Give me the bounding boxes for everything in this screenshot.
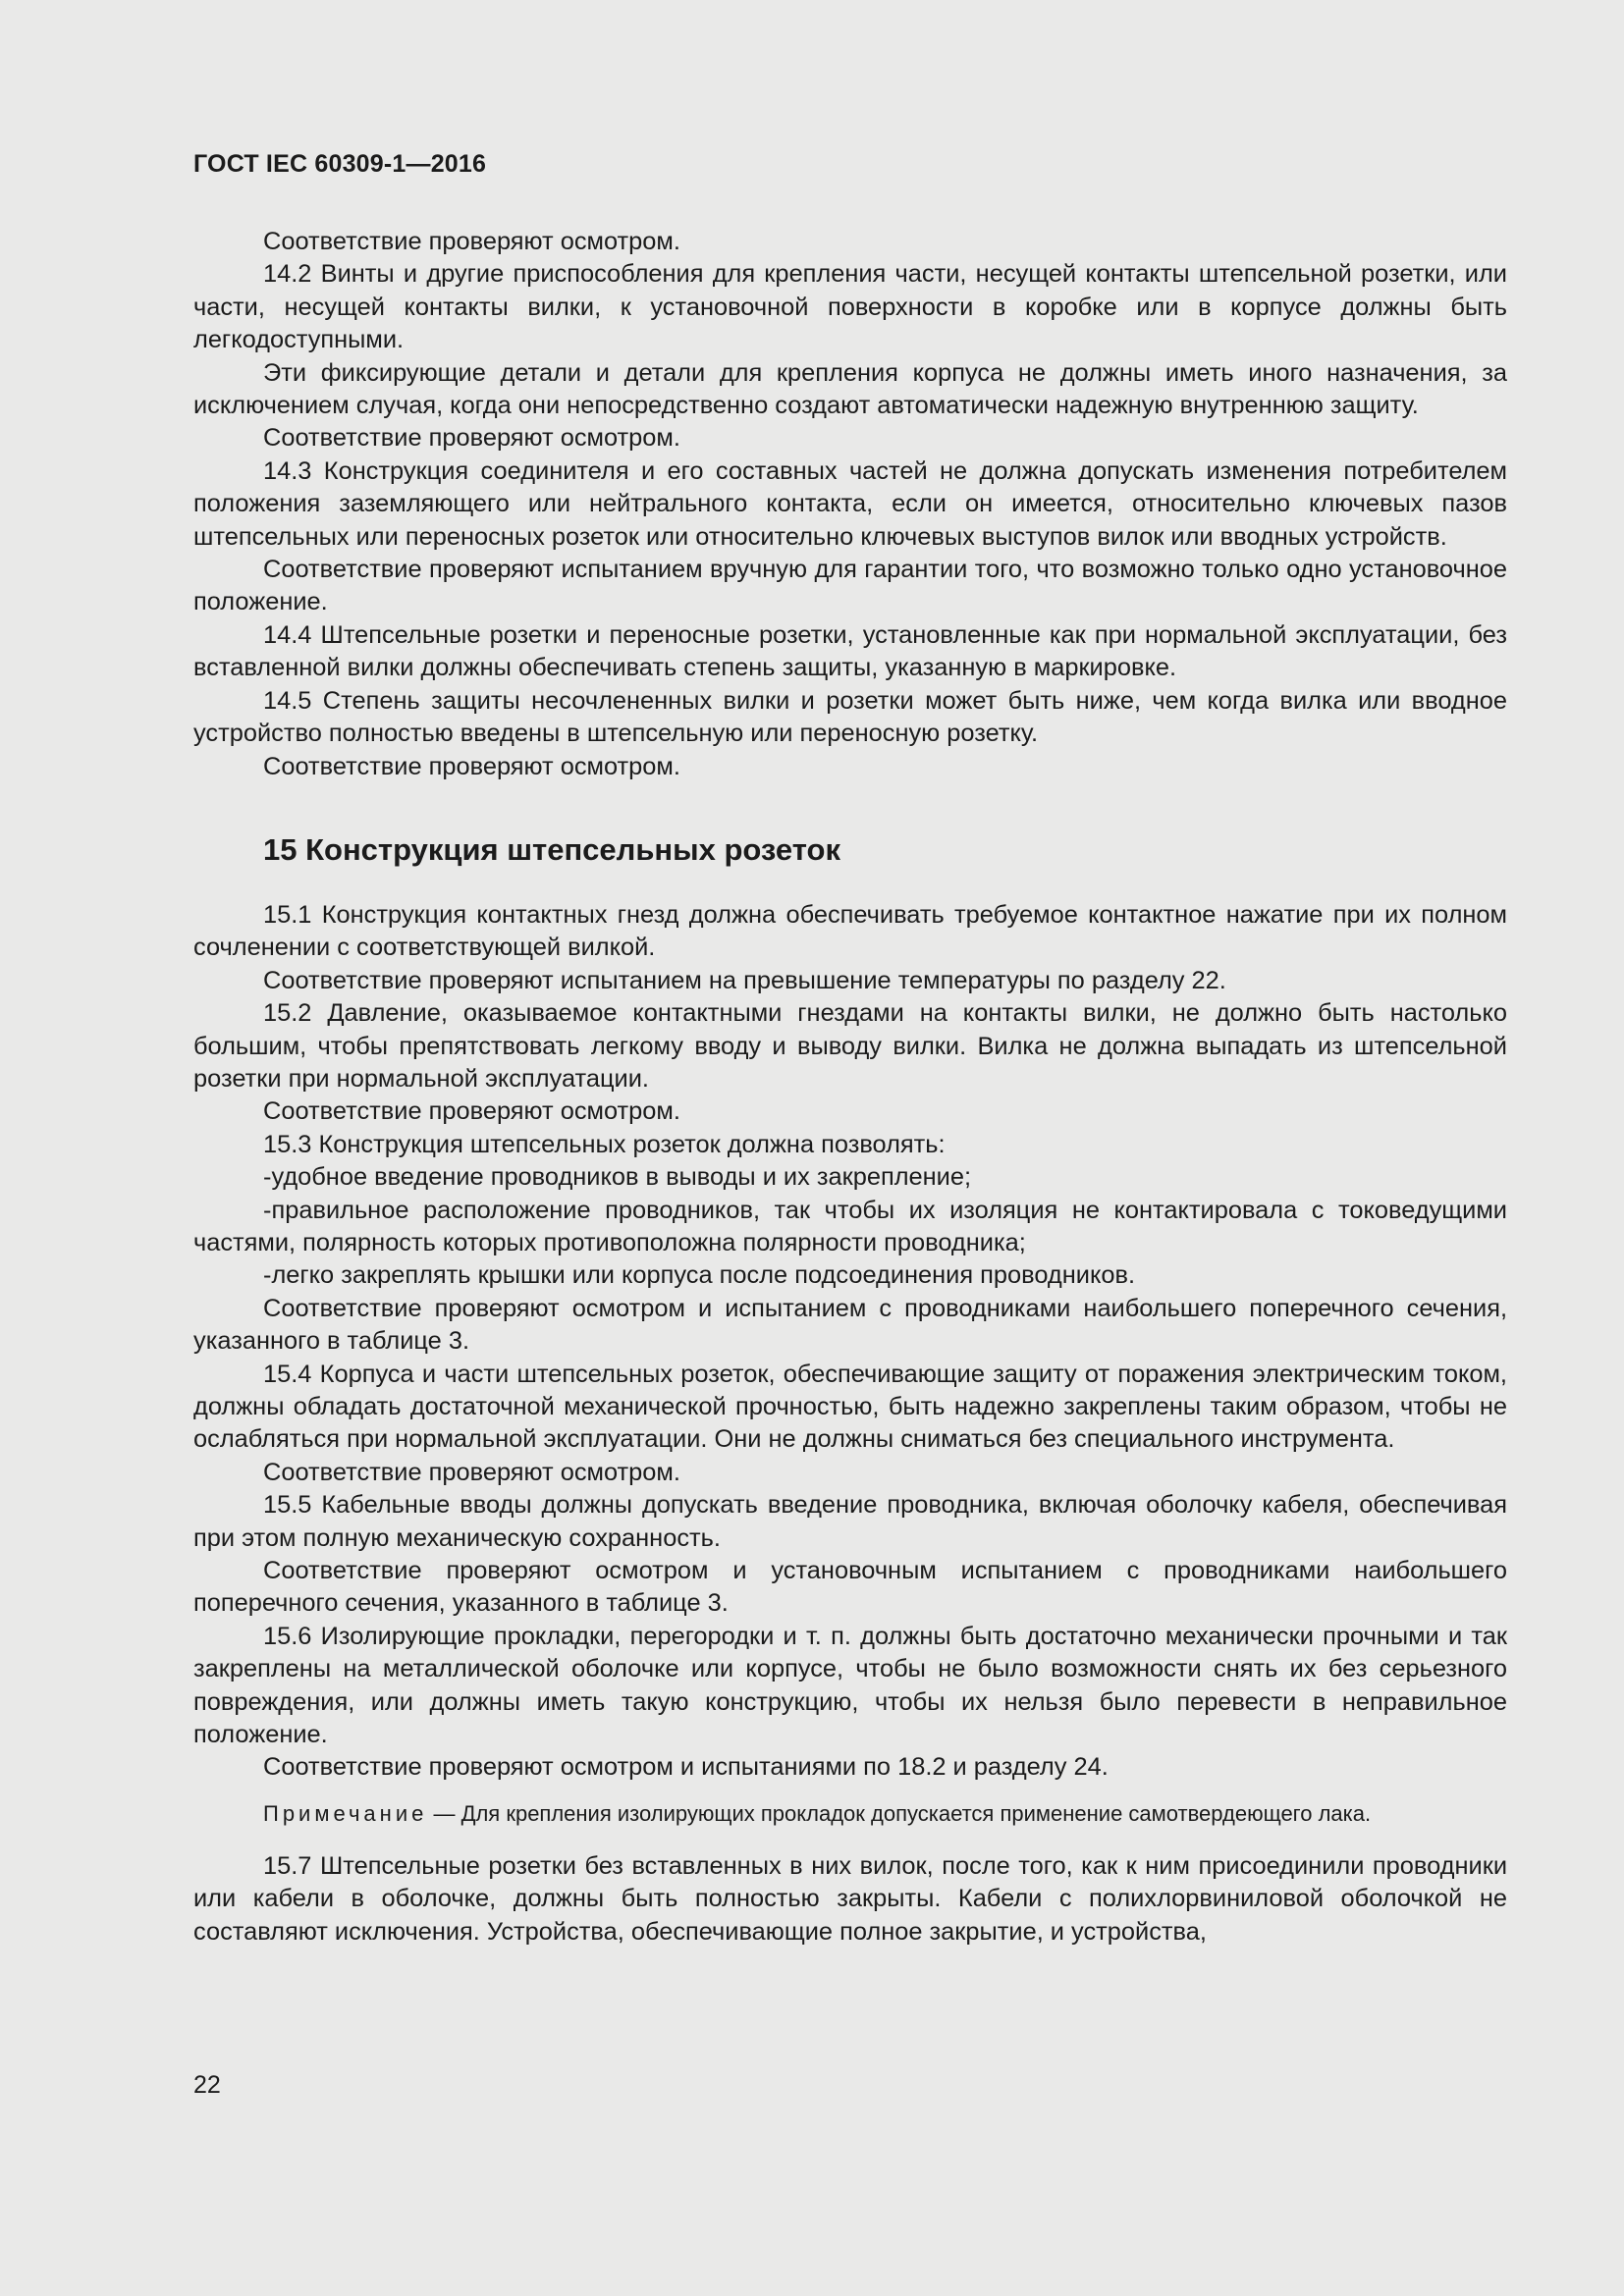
- paragraph: 14.5 Степень защиты несочлененных вилки и розетки может быть ниже, чем когда вилка или вводное устройство полностью введены в штепсельную или переносную розетку.: [193, 686, 1507, 748]
- paragraph: Соответствие проверяют осмотром.: [263, 1458, 680, 1486]
- list-item: -правильное расположение проводников, так чтобы их изоляция не контактировала с токоведущими частями, полярность которых противоположна полярности проводника;: [193, 1196, 1507, 1256]
- paragraph: Соответствие проверяют осмотром и установочным испытанием с проводниками наибольшего поперечного сечения, указанного в таблице 3.: [193, 1557, 1507, 1618]
- list-dash: -: [263, 1196, 272, 1224]
- page-number: 22: [193, 2071, 221, 2099]
- list-dash: -: [263, 1163, 272, 1192]
- paragraph: 15.4 Корпуса и части штепсельных розеток, обеспечивающие защиту от поражения электрическим током, должны обладать достаточной механической прочностью, быть надежно закреплены таким образом, чтобы не ослабляться при нормальной эксплуатации. Они не должны сниматься без специального инструмента.: [193, 1360, 1507, 1454]
- paragraph: Эти фиксирующие детали и детали для крепления корпуса не должны иметь иного назначения, за исключением случая, когда они непосредственно создают автоматически надежную внутреннюю защиту.: [193, 358, 1507, 420]
- paragraph: Соответствие проверяют испытанием вручную для гарантии того, что возможно только одно установочное положение.: [193, 556, 1507, 616]
- paragraph: 14.4 Штепсельные розетки и переносные розетки, установленные как при нормальной эксплуатации, без вставленной вилки должны обеспечивать степень защиты, указанную в маркировке.: [193, 620, 1507, 682]
- paragraph: 14.3 Конструкция соединителя и его составных частей не должна допускать изменения потребителем положения заземляющего или нейтрального контакта, если он имеется, относительно ключевых пазов штепсельных или переносных розеток или относительно ключевых выступов вилок или вводных устройств.: [193, 456, 1507, 551]
- paragraph: Соответствие проверяют осмотром.: [263, 228, 680, 255]
- document-body: [193, 226, 1507, 1949]
- section-title: 15 Конструкция штепсельных розеток: [263, 831, 840, 867]
- paragraph: 15.1 Конструкция контактных гнезд должна обеспечивать требуемое контактное нажатие при их полном сочленении с соответствующей вилкой.: [193, 900, 1507, 962]
- note-text: — Для крепления изолирующих прокладок допускается применение самотвердеющего лака.: [427, 1800, 1372, 1826]
- paragraph: Соответствие проверяют осмотром.: [263, 1097, 680, 1126]
- list-dash: -: [263, 1261, 272, 1290]
- list-item: -легко закреплять крышки или корпуса после подсоединения проводников.: [263, 1261, 1136, 1290]
- paragraph: Соответствие проверяют испытанием на превышение температуры по разделу 22.: [263, 966, 1226, 994]
- paragraph: 15.3 Конструкция штепсельных розеток должна позволять:: [263, 1130, 946, 1158]
- list-item: -удобное введение проводников в выводы и их закрепление;: [263, 1163, 972, 1192]
- paragraph: 15.6 Изолирующие прокладки, перегородки и т. п. должны быть достаточно механически прочными и так закреплены на металлической оболочке или корпусе, чтобы не было возможности снять их без серьезного повреждения, или должны иметь такую конструкцию, чтобы их нельзя было перевести в неправильное положение.: [193, 1622, 1507, 1749]
- paragraph: Соответствие проверяют осмотром.: [263, 424, 680, 453]
- paragraph: 15.7 Штепсельные розетки без вставленных в них вилок, после того, как к ним присоединили проводники или кабели в оболочке, должны быть полностью закрыты. Кабели с полихлорвиниловой оболочкой не составляют исключения. Устройства, обеспечивающие полное закрытие, и устройства,: [193, 1851, 1507, 1946]
- note-label: Примечание: [263, 1800, 428, 1826]
- paragraph: Соответствие проверяют осмотром и испытаниями по 18.2 и разделу 24.: [263, 1753, 1109, 1782]
- paragraph: Соответствие проверяют осмотром.: [263, 752, 680, 780]
- paragraph: Соответствие проверяют осмотром и испытанием с проводниками наибольшего поперечного сечения, указанного в таблице 3.: [193, 1294, 1507, 1356]
- document-header: ГОСТ IEC 60309-1—2016: [193, 150, 487, 178]
- paragraph: 15.2 Давление, оказываемое контактными гнездами на контакты вилки, не должно быть настолько большим, чтобы препятствовать легкому вводу и выводу вилки. Вилка не должна выпадать из штепсельной розетки при нормальной эксплуатации.: [193, 999, 1507, 1093]
- paragraph: 15.5 Кабельные вводы должны допускать введение проводника, включая оболочку кабеля, обеспечивая при этом полную механическую сохранность.: [193, 1491, 1507, 1552]
- paragraph: 14.2 Винты и другие приспособления для крепления части, несущей контакты штепсельной розетки, или части, несущей контакты вилки, к установочной поверхности в коробке или в корпусе должны быть легкодоступными.: [193, 260, 1507, 354]
- note: [193, 1798, 1507, 1829]
